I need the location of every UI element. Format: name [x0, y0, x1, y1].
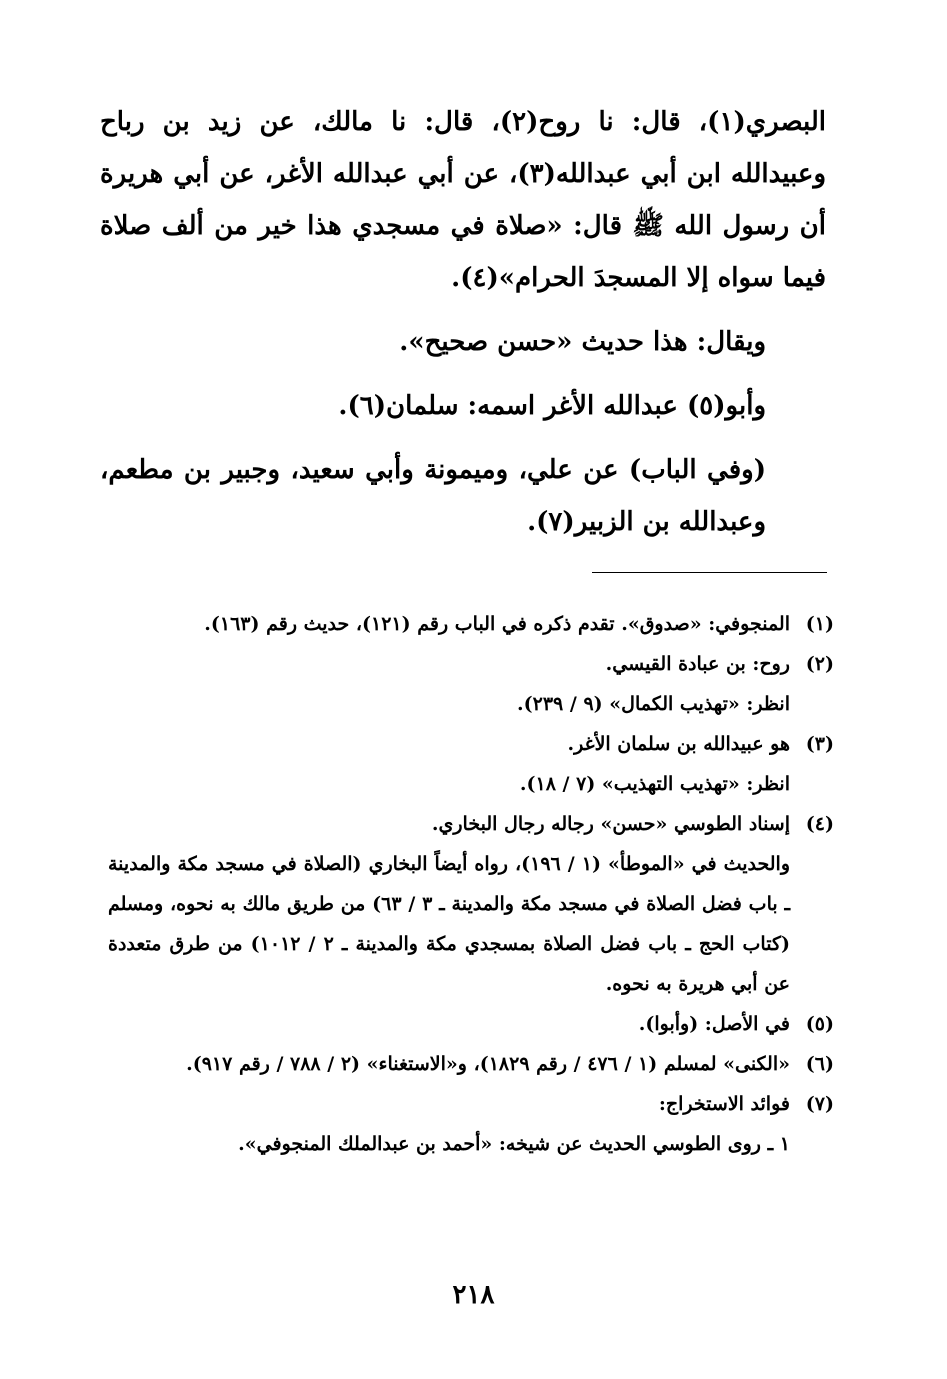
- footnote-text: روح: بن عبادة القيسي.: [605, 653, 790, 675]
- footnote-2-reference: انظر: «تهذيب الكمال» (٩ / ٢٣٩).: [517, 693, 790, 715]
- page-number: ٢١٨: [452, 1280, 495, 1310]
- footnote-number: (٧): [805, 1093, 834, 1115]
- footnote-1: [108, 604, 834, 644]
- footnote-text: في الأصل: (وأبوا).: [638, 1013, 790, 1035]
- footnote-text: «الكنى» لمسلم (١ / ٤٧٦ / رقم ١٨٢٩)، و«الاستغناء» (٢ / ٧٨٨ / رقم ٩١٧).: [186, 1053, 790, 1075]
- footnote-text: فوائد الاستخراج:: [658, 1093, 790, 1115]
- footnote-3-reference: انظر: «تهذيب التهذيب» (٧ / ١٨).: [519, 773, 790, 795]
- footnote-number: (٢): [805, 653, 834, 675]
- grading-paragraph: ويقال: هذا حديث «حسن صحيح».: [399, 327, 766, 357]
- footnote-text: هو عبيدالله بن سلمان الأغر.: [567, 733, 790, 755]
- footnote-number: (٥): [805, 1013, 834, 1035]
- footnote-7: [108, 1084, 834, 1124]
- footnote-3: [108, 724, 834, 764]
- narrator-name-paragraph: وأبو(٥) عبدالله الأغر اسمه: سلمان(٦).: [338, 391, 766, 421]
- footnote-4-continuation: والحديث في «الموطأ» (١ / ١٩٦)، رواه أيضاً البخاري (الصلاة في مسجد مكة والمدينة ـ باب فضل الصلاة في مسجد مكة والمدينة ـ ٣ / ٦٣) من طريق مالك به نحوه، ومسلم (كتاب الحج ـ باب فضل الصلاة بمسجدي مكة والمدينة ـ ٢ / ١٠١٢) من طرق متعددة عن أبي هريرة به نحوه.: [108, 853, 791, 995]
- footnote-7-item-1: ١ ـ روى الطوسي الحديث عن شيخه: «أحمد بن عبدالملك المنجوفي».: [238, 1133, 790, 1155]
- footnote-number: (٤): [805, 813, 834, 835]
- footnote-number: (٦): [805, 1053, 834, 1075]
- footnote-5: [108, 1004, 834, 1044]
- footnote-text: المنجوفي: «صدوق». تقدم ذكره في الباب رقم (١٢١)، حديث رقم (١٦٣).: [204, 613, 790, 635]
- footnote-6: [108, 1044, 834, 1084]
- footnote-number: (١): [805, 613, 834, 635]
- footnote-2: [108, 644, 834, 684]
- main-text: [100, 96, 826, 548]
- in-the-chapter-paragraph: (وفي الباب) عن علي، وميمونة وأبي سعيد، وجبير بن مطعم، وعبدالله بن الزبير(٧).: [100, 455, 766, 537]
- footnote-divider: [592, 572, 827, 573]
- footnote-4: [108, 804, 834, 844]
- footnotes: [108, 604, 834, 1164]
- footnote-text: إسناد الطوسي «حسن» رجاله رجال البخاري.: [431, 813, 790, 835]
- hadith-paragraph: البصري(١)، قال: نا روح(٢)، قال: نا مالك، عن زيد بن رباح وعبيدالله ابن أبي عبدالله(٣)، عن أبي عبدالله الأغر، عن أبي هريرة أن رسول الله ﷺ قال: «صلاة في مسجدي هذا خير من ألف صلاة فيما سواه إلا المسجدَ الحرام»(٤).: [100, 107, 827, 293]
- footnote-number: (٣): [805, 733, 834, 755]
